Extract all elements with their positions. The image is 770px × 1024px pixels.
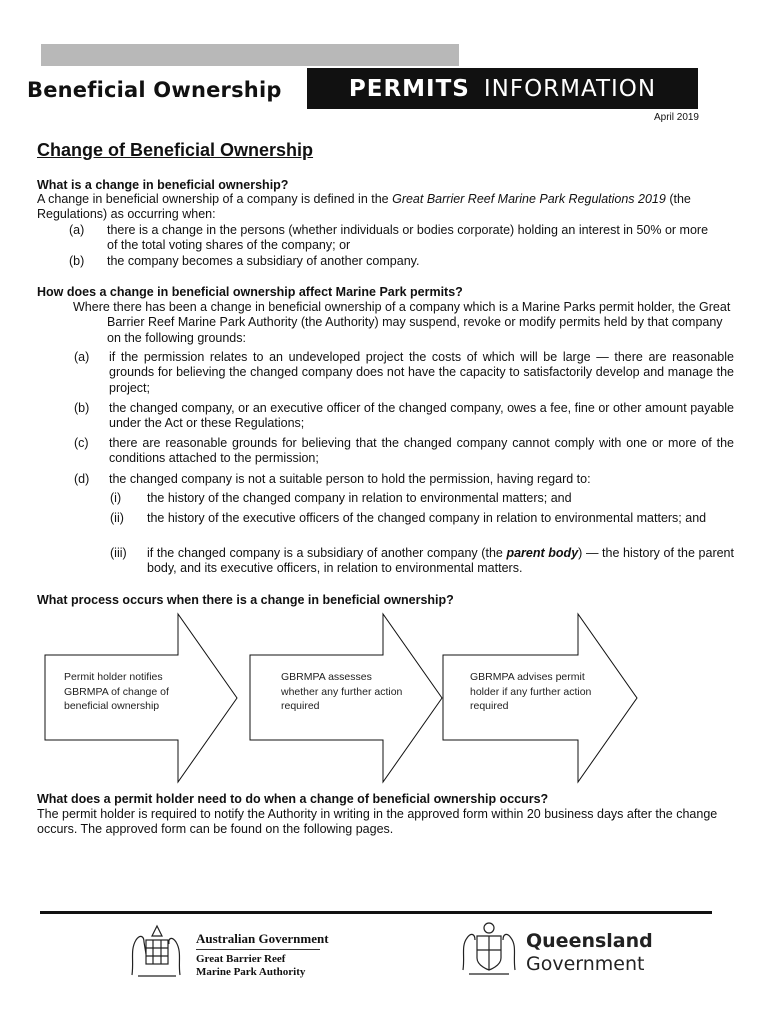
sublist-item: the history of the executive officers of the changed company in relation to environmental matters; and [147, 511, 707, 525]
permits-information-banner [307, 68, 698, 109]
list-label: (d) [74, 472, 90, 486]
commonwealth-coat-of-arms-icon [122, 920, 192, 982]
document-series-title: Beneficial Ownership [27, 78, 282, 102]
process-step-2-text: GBRMPA assesses whether any further action required [281, 671, 403, 712]
sublist-text-a: if the changed company is a subsidiary of another company (the [147, 546, 507, 560]
list-item: if the permission relates to an undeveloped project the costs of which will be large — there are reasonable grounds for believing the changed company does not have the capacity to satisfactorily develop and manage the project; [109, 350, 734, 395]
question-what-process: What process occurs when there is a change in beneficial ownership? [37, 593, 454, 607]
page-title: Change of Beneficial Ownership [37, 140, 314, 160]
intro-text-b: (the Regulations) as occurring when: [37, 192, 691, 222]
sublist-label: (iii) [110, 546, 127, 560]
queensland-text: Queensland [526, 930, 653, 952]
sublist-text-b: ) — the history of the parent body, and its executive officers, in relation to environmental matters. [147, 546, 734, 576]
list-item: there is a change in the persons (whether individuals or bodies corporate) holding an interest in 50% or more of the total voting shares of the company; or [107, 223, 709, 253]
question-how-affect-permits: How does a change in beneficial ownership affect Marine Park permits? [37, 285, 463, 299]
list-item: there are reasonable grounds for believing that the changed company cannot comply with one or more of the conditions attached to the permission; [109, 436, 734, 466]
banner-light-text: INFORMATION [483, 75, 657, 102]
sublist-label: (ii) [110, 511, 124, 525]
parent-body-term: parent body [506, 546, 579, 560]
agency-name [196, 953, 305, 979]
agency-line-2: Marine Park Authority [196, 966, 306, 978]
publication-date: April 2019 [653, 112, 699, 123]
list-label: (a) [69, 223, 85, 237]
footer-divider [40, 911, 712, 914]
list-label: (c) [74, 436, 89, 450]
list-item: the changed company is not a suitable person to hold the permission, having regard to: [109, 472, 591, 486]
question-what-to-do: What does a permit holder need to do when a change of beneficial ownership occurs? [37, 792, 549, 806]
queensland-coat-of-arms-icon [455, 920, 523, 980]
question-what-is-change: What is a change in beneficial ownership? [37, 178, 289, 192]
agency-line-1: Great Barrier Reef [196, 953, 286, 965]
section2-intro: Where there has been a change in beneficial ownership of a company which is a Marine Parks permit holder, the Great Barrier Reef Marine Park Authority (the Authority) may suspend, revoke or modify permits held by that company on the following grounds: [73, 300, 731, 345]
banner-bold-text: PERMITS [348, 75, 470, 102]
government-text: Government [526, 953, 645, 975]
sublist-label: (i) [110, 491, 122, 505]
list-label: (b) [74, 401, 90, 415]
sublist-item: the history of the changed company in relation to environmental matters; and [147, 491, 572, 505]
header-grey-bar [41, 44, 459, 66]
intro-text-a: A change in beneficial ownership of a company is defined in the [37, 192, 393, 206]
section4-text: The permit holder is required to notify the Authority in writing in the approved form within 20 business days after the change occurs. The approved form can be found on the following pages. [37, 807, 718, 837]
list-label: (a) [74, 350, 90, 364]
regulations-title: Great Barrier Reef Marine Park Regulations 2019 [392, 192, 666, 206]
section1-intro [37, 192, 727, 223]
list-label: (b) [69, 254, 85, 268]
list-item: the changed company, or an executive officer of the changed company, owes a fee, fine or other amount payable under the Act or these Regulations; [109, 401, 734, 431]
process-step-1-text: Permit holder notifies GBRMPA of change of beneficial ownership [64, 671, 169, 712]
process-step-3-text: GBRMPA advises permit holder if any further action required [470, 671, 592, 712]
list-item: the company becomes a subsidiary of another company. [107, 254, 420, 268]
australian-government-text: Australian Government [196, 931, 329, 946]
sublist-item [147, 546, 734, 577]
agency-divider [196, 949, 320, 950]
